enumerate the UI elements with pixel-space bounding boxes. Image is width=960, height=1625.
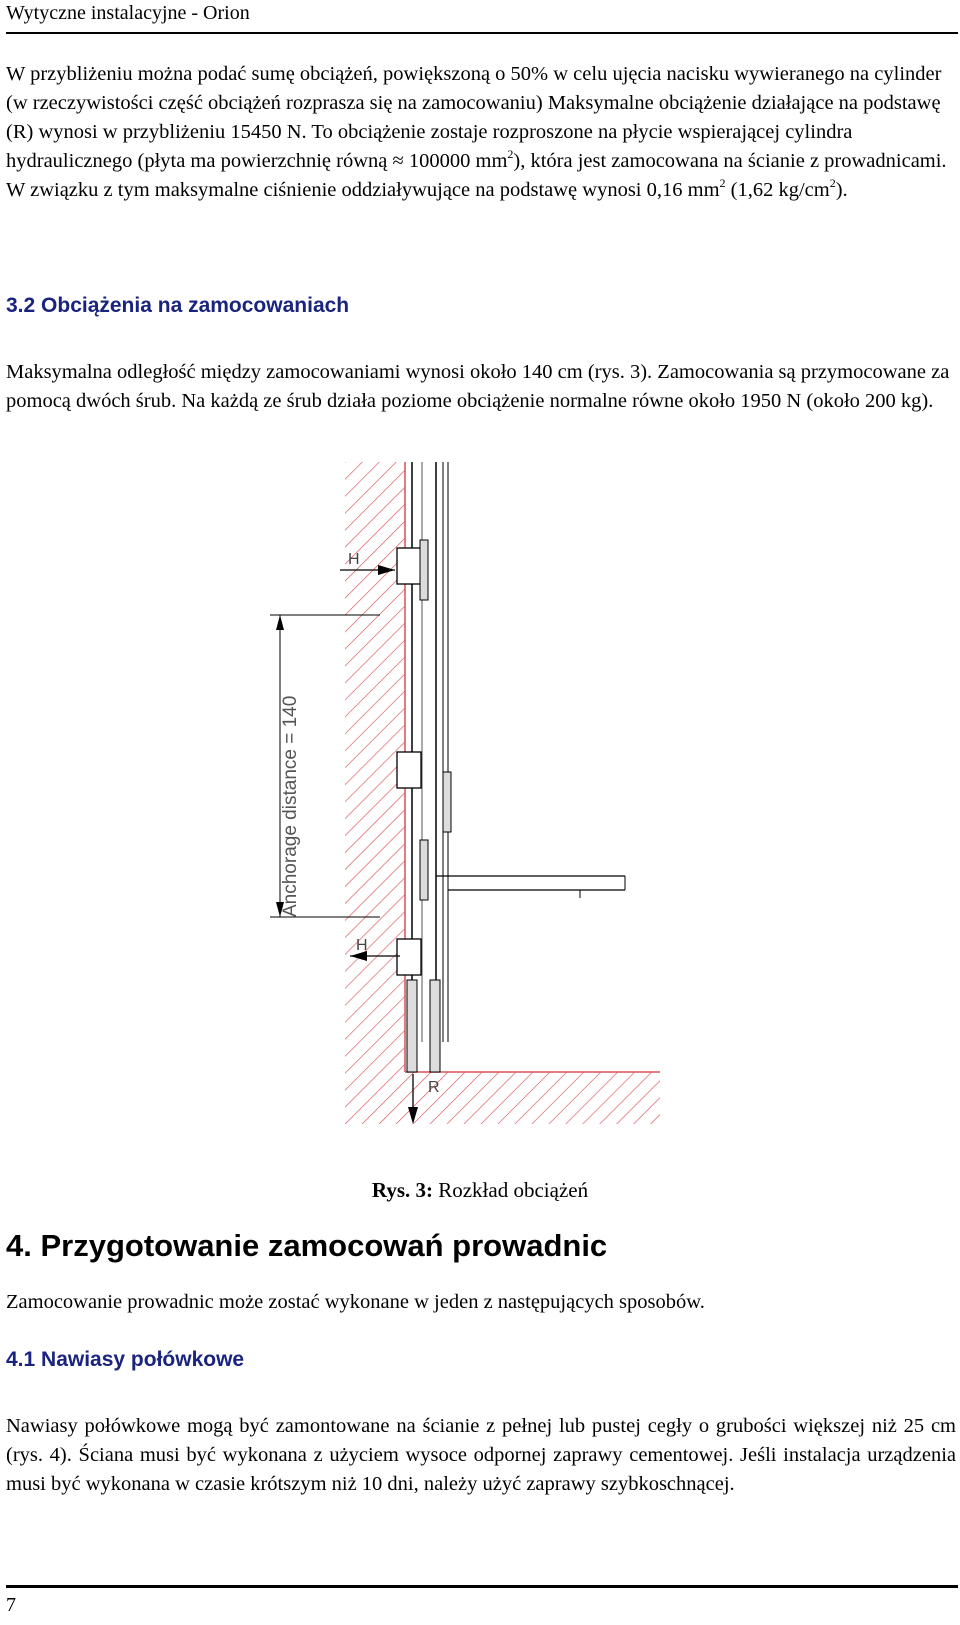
page-number: 7 xyxy=(6,1594,16,1616)
base-block xyxy=(430,980,440,1072)
figure-caption xyxy=(0,1178,960,1203)
page-header xyxy=(6,0,958,34)
bottom-bracket xyxy=(397,939,421,975)
paragraph-text: ). xyxy=(835,179,848,201)
paragraph-text: ), która jest zamocowana na ścianie z prowadnicami. W związku z tym maksymalne ciśnienie oddziaływujące na podstawę wynosi 0,16 mm xyxy=(6,150,947,201)
base-block xyxy=(407,980,417,1072)
section-heading-3-2: 3.2 Obciążenia na zamocowaniach xyxy=(6,294,350,317)
force-h-top-label: H xyxy=(348,551,360,568)
top-bracket xyxy=(397,548,421,584)
superscript: 2 xyxy=(829,176,836,191)
dimension-arrow xyxy=(276,615,284,630)
middle-bracket xyxy=(397,752,421,788)
force-h-bottom-label: H xyxy=(356,937,368,954)
load-distribution-figure xyxy=(260,462,680,1162)
force-r-label: R xyxy=(428,1079,440,1096)
document-title: Wytyczne instalacyjne - Orion xyxy=(6,2,250,24)
section-heading-4-1: 4.1 Nawiasy połówkowe xyxy=(6,1348,245,1371)
dimension-label: Anchorage distance = 140 xyxy=(280,695,301,917)
superscript: 2 xyxy=(719,176,726,191)
paragraph-guide-mounting: Zamocowanie prowadnic może zostać wykonane w jeden z następujących sposobów. xyxy=(6,1291,705,1313)
paragraph-half-brackets: Nawiasy połówkowe mogą być zamontowane na ścianie z pełnej lub pustej cegły o grubości większej niż 25 cm (rys. 4). Ściana musi być wykonana z użyciem wysoce odpornej zaprawy cementowej. Jeśli instalacja urządzenia musi być wykonana w czasie krótszym niż 10 dni, należy użyć zaprawy szybkoschnącej. xyxy=(6,1415,956,1495)
wall-hatch xyxy=(345,462,660,1124)
paragraph-anchorage: Maksymalna odległość między zamocowaniami wynosi około 140 cm (rys. 3). Zamocowania są przymocowane za pomocą dwóch śrub. Na każdą ze śrub działa poziome obciążenie normalne równe około 1950 N (około 200 kg). xyxy=(6,361,950,412)
superscript: 2 xyxy=(507,147,514,162)
caption-text: Rozkład obciążeń xyxy=(432,1178,589,1202)
paragraph-text: (1,62 kg/cm xyxy=(725,179,830,201)
paragraph-load-sum xyxy=(6,60,956,205)
caption-label: Rys. 3: xyxy=(371,1178,433,1202)
section-heading-4: 4. Przygotowanie zamocowań prowadnic xyxy=(6,1228,608,1263)
footer-divider xyxy=(6,1585,958,1588)
paragraph-text: W przybliżeniu można podać sumę obciążeń, powiększoną o 50% w celu ujęcia nacisku wywieranego na cylinder (w rzeczywistości część obciążeń rozprasza się na zamocowaniu) Maksymalne obciążenie działające na podstawę (R) wynosi w przybliżeniu 15450 N. To obciążenie zostaje rozproszone na płycie wspierającej cylindra hydraulicznego (płyta ma powierzchnię równą ≈ 100000 mm xyxy=(6,63,942,172)
load-diagram xyxy=(260,462,680,1162)
